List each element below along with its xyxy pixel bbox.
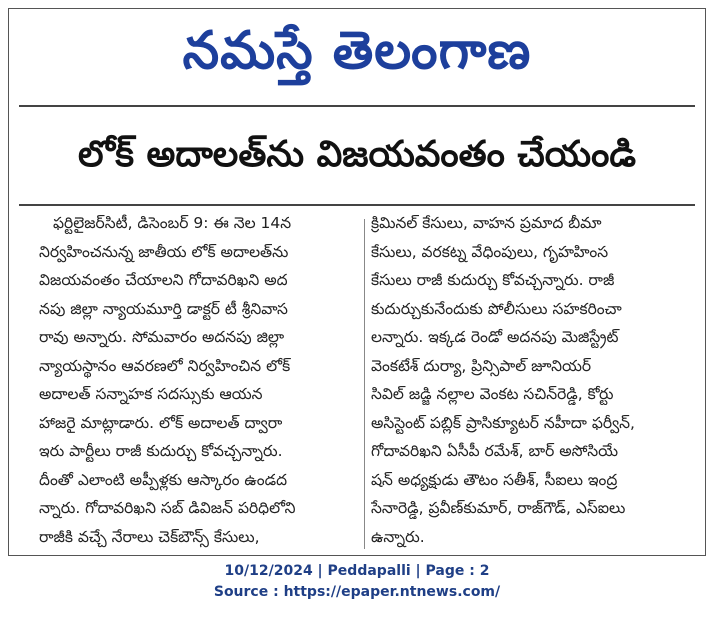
article-line: అదాలత్ సన్నాహక సదస్సుకు ఆయన [39, 385, 263, 403]
newspaper-clipping [8, 8, 706, 556]
article-line: హాజరై మాట్లాడారు. లోక్ అదాలత్ ద్వారా [39, 413, 283, 432]
article-line: రాజీకి వచ్చే నేరాలు చెక్‌బౌన్స్ కేసులు, [39, 527, 260, 546]
article-line: గోదావరిఖని ఏసీపీ రమేశ్, బార్ అసోసియే [371, 442, 619, 460]
article-line: కేసులు రాజీ కుదుర్చు కోవచ్చన్నారు. రాజీ [371, 271, 615, 289]
article-line: న్నారు. గోదావరిఖని సబ్ డివిజన్ పరిధిలోని [39, 499, 296, 517]
masthead-logo: నమస్తే తెలంగాణ [182, 21, 532, 81]
article-line: సివిల్ జడ్జి నల్లాల వెంకట సచిన్‌రెడ్డి, కోర్టు [371, 385, 614, 403]
article-line: ఉన్నారు. [371, 527, 425, 546]
article-line: నపు జిల్లా న్యాయమూర్తి డాక్టర్ టీ శ్రీనివాస [39, 299, 288, 318]
article-line: క్రిమినల్ కేసులు, వాహన ప్రమాద బీమా [371, 214, 602, 232]
article-line: కేసులు, వరకట్న వేధింపులు, గృహహింస [371, 242, 609, 261]
article-line: నిర్వహించనున్న జాతీయ లోక్ అదాలత్‌ను [39, 242, 289, 261]
article-line: లన్నారు. ఇక్కడ రెండో అదనపు మెజిస్ట్రేట్ [371, 328, 619, 346]
article-headline: లోక్ అదాలత్‌ను విజయవంతం చేయండి [78, 134, 636, 175]
headline-top-rule [19, 105, 695, 107]
article-line: సేనారెడ్డి, ప్రవీణ్‌కుమార్, రాజ్‌గౌడ్, ఎస్ఐలు [371, 499, 626, 517]
article-left-column [39, 209, 359, 551]
article-line: షన్ అధ్యక్షుడు తౌటం సతీశ్, సీఐలు ఇంద్ర [371, 470, 618, 489]
clipping-date-line: 10/12/2024 | Peddapalli | Page : 2 [224, 563, 490, 579]
headline-bottom-rule [19, 204, 695, 206]
article-line: అసిస్టెంట్ పబ్లిక్ ప్రాసిక్యూటర్ నహీదా ఫర్వీన్, [371, 413, 635, 432]
article-line: దీంతో ఎలాంటి అప్పీళ్లకు ఆస్కారం ఉండద [39, 470, 288, 489]
article-line: కుదుర్చుకునేందుకు పోలీసులు సహకరించా [371, 299, 622, 318]
article-line: విజయవంతం చేయాలని గోదావరిఖని అద [39, 271, 288, 289]
clipping-source-line: Source : https://epaper.ntnews.com/ [213, 584, 501, 600]
article-line: ఇరు పార్టీలు రాజీ కుదుర్చు కోవచ్చన్నారు. [39, 442, 283, 460]
article-line: న్యాయస్థానం ఆవరణలో నిర్వహించిన లోక్ [39, 356, 291, 375]
article-right-column [371, 209, 695, 551]
article-line: వెంకటేశ్ దుర్యా, ప్రిన్సిపాల్ జూనియర్ [371, 356, 592, 375]
column-divider [364, 219, 365, 549]
article-line: ఫర్టిలైజర్‌సిటీ, డిసెంబర్ 9: ఈ నెల 14న [53, 214, 292, 232]
article-line: రావు అన్నారు. సోమవారం అదనపు జిల్లా [39, 328, 285, 346]
